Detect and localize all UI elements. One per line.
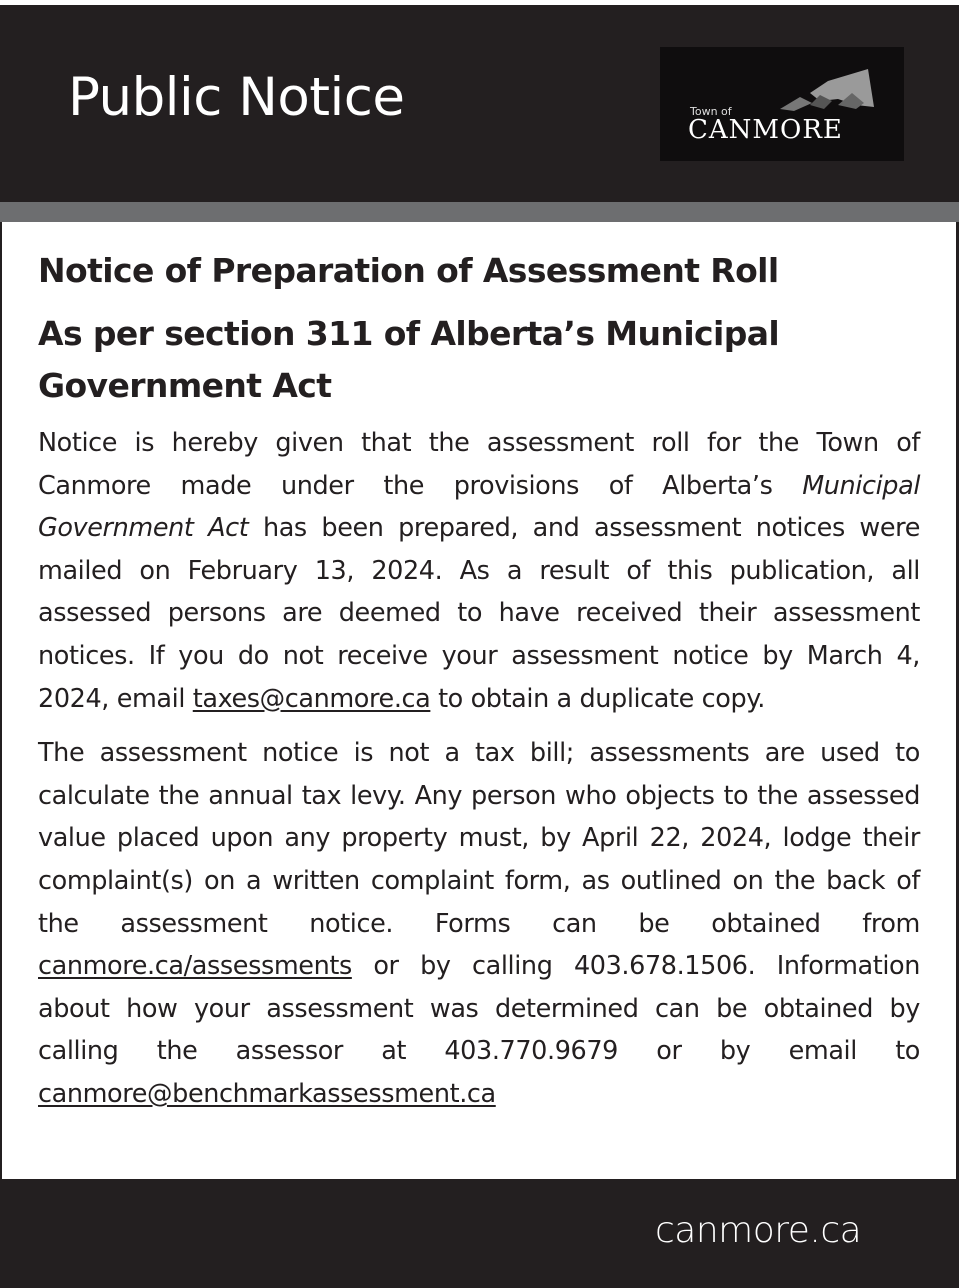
canmore-logo <box>660 47 904 161</box>
notice-paragraph-1 <box>38 422 920 720</box>
notice-paragraph-2 <box>38 732 920 1115</box>
p1-text-1: Notice is hereby given that the assessment roll for the Town of Canmore made under the provisions of Alberta’s <box>38 428 920 501</box>
p1-text-2: has been prepared, and assessment notices were mailed on February 13, 2024. As a result of this publication, all assessed persons are deemed to have received their assessment notices. If you do not receive your assessment notice by March 4, 2024, email <box>38 513 920 714</box>
notice-frame <box>0 5 959 1288</box>
logo-town-of: Town of <box>690 105 732 118</box>
header-divider-band <box>0 202 959 222</box>
notice-header <box>0 5 959 202</box>
logo-canmore: CANMORE <box>688 115 843 145</box>
p1-text-3: to obtain a duplicate copy. <box>430 683 765 714</box>
p2-text-2: or by calling 403.678.1506. Information about how your assessment was determined can be obtained by calling the assessor at 403.770.9679 or by email to <box>38 951 920 1067</box>
notice-subheading: As per section 311 of Alberta’s Municipal Government Act <box>38 314 780 405</box>
p2-text-1: The assessment notice is not a tax bill; assessments are used to calculate the annual tax levy. Any person who objects to the assessed value placed upon any property must, by April 22, 2024, lodge their complaint(s) on a written complaint form, as outlined on the back of the assessment notice. Forms can be obtained from <box>38 738 920 939</box>
act-name: Municipal Government Act <box>38 470 920 544</box>
notice-heading: Notice of Preparation of Assessment Roll <box>38 251 779 290</box>
notice-body <box>2 222 956 1179</box>
taxes-email-link[interactable]: taxes@canmore.ca <box>192 683 431 714</box>
page-title: Public Notice <box>68 67 405 128</box>
footer-website[interactable]: canmore.ca <box>655 1210 862 1251</box>
notice-text <box>38 244 920 1116</box>
assessments-link[interactable]: canmore.ca/assessments <box>38 951 352 982</box>
benchmark-email-link[interactable]: canmore@benchmarkassessment.ca <box>38 1078 496 1109</box>
